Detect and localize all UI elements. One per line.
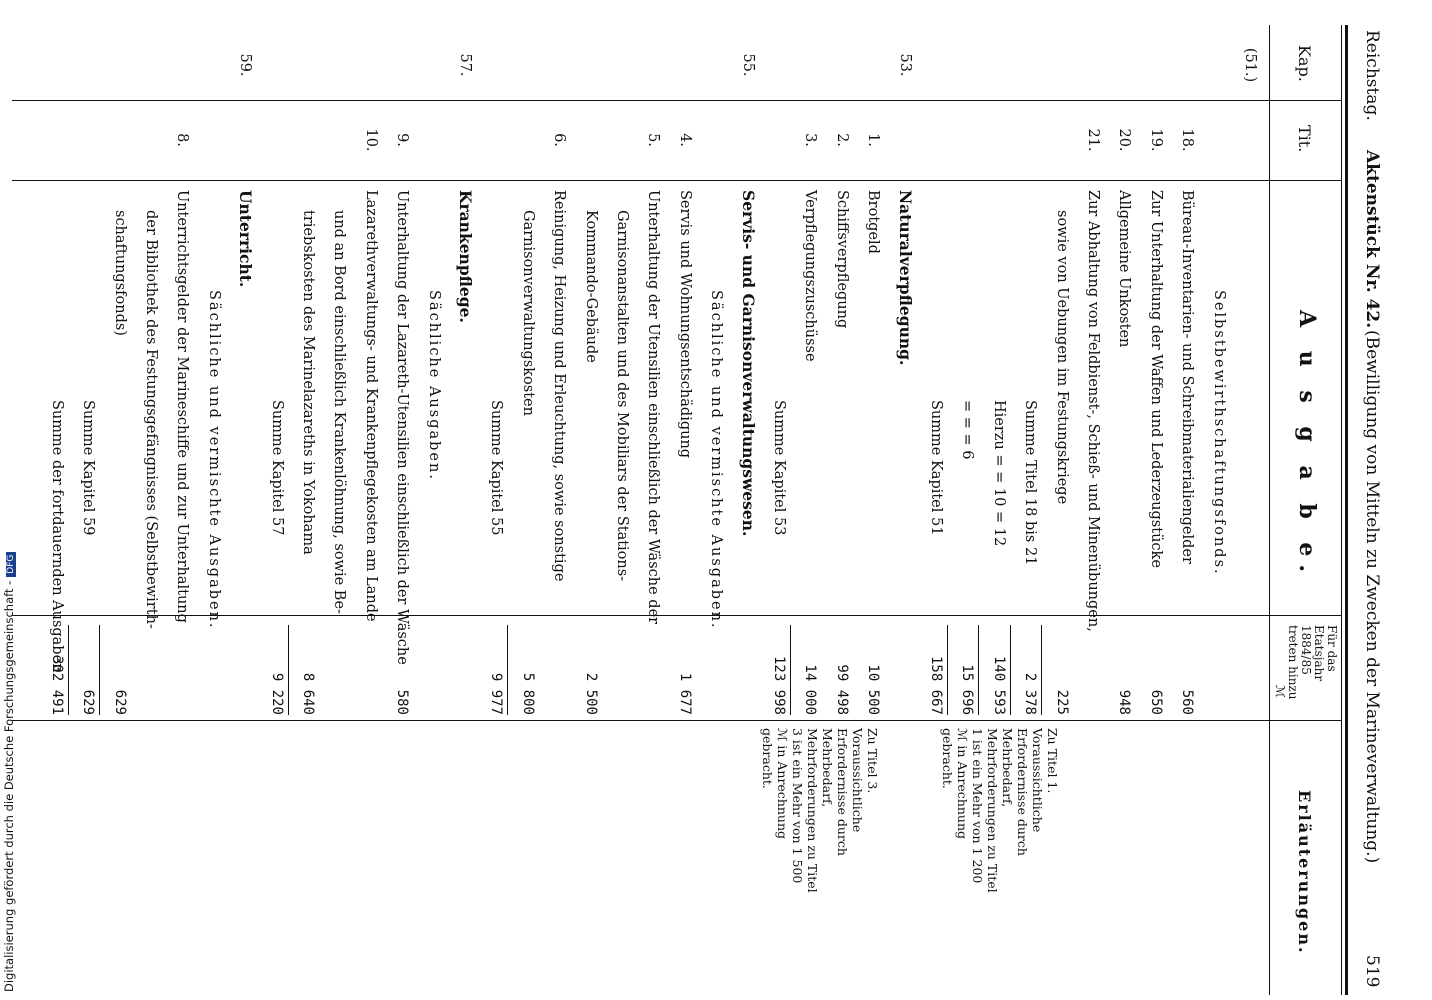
row-text: Sächliche Ausgaben. (425, 290, 442, 481)
table-row (47, 0, 67, 1000)
row-tit: 4. (676, 133, 693, 147)
row-text: Summe Kapitel 55 (488, 400, 505, 536)
row-tit: 19. (1147, 128, 1164, 152)
table-row (518, 0, 538, 1000)
row-text: Summe Kapitel 57 (268, 400, 285, 536)
row-amount: 2 500 (582, 672, 599, 715)
row-text: Selbstbewirthschaftungsfonds. (1210, 290, 1227, 576)
table-row (361, 0, 381, 1000)
row-text: der Bibliothek des Festungsgefängnisses (Selbstbewirth- (143, 210, 159, 629)
row-kap: 59. (237, 53, 254, 77)
row-text: Naturalverpflegung. (895, 190, 915, 366)
row-amount: 948 (1116, 689, 1133, 715)
row-amount: 15 696 (959, 664, 976, 715)
table-row (738, 0, 758, 1000)
row-amount: 629 (80, 689, 97, 715)
row-text: Krankenpflege. (456, 190, 475, 323)
amount-head-line-2: Etatsjahr (1312, 625, 1326, 682)
row-text: Unterrichtsgelder der Marineschiffe und zur Unterhaltung (174, 190, 191, 623)
row-text: = = = 6 (959, 400, 976, 460)
table-row (1177, 0, 1197, 1000)
row-text: Schiffsverpflegung (833, 190, 850, 329)
row-tit: 3. (802, 133, 819, 147)
table-row (110, 0, 130, 1000)
row-kap: (51.) (1242, 47, 1258, 83)
row-text: und an Bord einschließlich Krankenlöhnung, sowie Be- (331, 210, 348, 614)
sum-rule (1010, 625, 1011, 715)
row-amount: 560 (1179, 689, 1196, 715)
row-text: Summe Kapitel 53 (771, 400, 787, 536)
table-row (612, 0, 632, 1000)
row-text: Allgemeine Unkosten (1116, 190, 1133, 348)
sum-rule (507, 625, 508, 715)
table-row (424, 0, 444, 1000)
row-tit: 2. (833, 133, 850, 147)
row-kap: 55. (739, 53, 756, 77)
row-tit: 10. (362, 128, 379, 152)
row-tit: 21. (1085, 128, 1101, 152)
row-tit: 5. (645, 133, 662, 147)
row-amount: 123 998 (771, 655, 787, 715)
row-amount: 99 498 (833, 664, 850, 715)
table-row (643, 0, 663, 1000)
row-tit: 6. (551, 133, 568, 147)
row-text: Verpflegungszuschüsse (802, 190, 819, 362)
amount-head-line-4: treten hinzu (1286, 625, 1300, 700)
row-text: Unterhaltung der Lazareth-Utensilien einschließlich der Wäsche (394, 190, 411, 665)
row-text: Reinigung, Heizung und Erleuchtung, sowie sonstige (551, 190, 568, 582)
column-notes: Erläuterungen. (1295, 790, 1314, 955)
table-row (1240, 0, 1260, 1000)
row-amount: 5 800 (519, 672, 536, 715)
header-rule-thin (1341, 25, 1342, 995)
table-row (172, 0, 192, 1000)
row-kap: 53. (896, 53, 913, 77)
table-row (895, 0, 915, 1000)
row-text: Garnisonanstalten und des Mobiliars der Stations- (614, 210, 630, 582)
row-amount: 10 500 (865, 664, 882, 715)
table-row (706, 0, 726, 1000)
row-text: Unterricht. (236, 190, 256, 288)
table-row (204, 0, 224, 1000)
table-row (329, 0, 349, 1000)
table-row (549, 0, 569, 1000)
column-tit: Tit. (1295, 125, 1314, 153)
row-text: schaftungsfonds) (111, 210, 128, 336)
header-rule (1345, 25, 1348, 995)
row-text: Hierzu = = 10 = 12 (990, 400, 1007, 547)
table-row (141, 0, 161, 1000)
table-row (267, 0, 287, 1000)
row-amount: 629 (111, 689, 128, 715)
row-text: Summe Titel 18 bis 21 (1022, 400, 1039, 566)
row-tit: 20. (1116, 128, 1133, 152)
table-row (1146, 0, 1166, 1000)
row-text: Summe Kapitel 51 (928, 400, 944, 536)
column-ausgabe: A u s g a b e. (1294, 310, 1320, 581)
row-amount: 225 (1053, 689, 1070, 715)
table-row (298, 0, 318, 1000)
row-amount: 2 378 (1022, 672, 1039, 715)
row-amount: 8 640 (300, 672, 316, 715)
dfg-badge: DFG (6, 552, 16, 577)
sum-rule (68, 625, 69, 715)
sum-rule (978, 625, 979, 715)
table-row (455, 0, 475, 1000)
row-text: Sächliche und vermischte Ausgaben. (708, 290, 725, 630)
row-amount: 302 491 (48, 655, 65, 715)
row-text: Lazarethverwaltungs- und Krankenpflegekosten am Lande (362, 190, 379, 622)
amount-head-line-3: 1884/85 (1299, 625, 1313, 675)
credit-text: Digitalisierung gefördert durch die Deutsche Forschungsgemeinschaft - (2, 580, 16, 992)
table-row (1114, 0, 1134, 1000)
note-titel-3: Zu Titel 3. Voraussichtliche Erfordernisse durch Mehrbedarf, Mehrforderungen zu Titel 3 ist ein Mehr von 1 500 ℳ in Anrechnung gebracht. (760, 728, 880, 893)
row-text: Garnisonverwaltungskosten (519, 210, 536, 416)
table-row (392, 0, 412, 1000)
table-row (1209, 0, 1229, 1000)
row-text: Büreau-Inventarien- und Schreibmaterialiengelder (1179, 190, 1196, 564)
row-amount: 9 220 (268, 672, 285, 715)
row-kap: 57. (457, 53, 473, 77)
row-amount: 1 677 (676, 672, 693, 715)
row-tit: 8. (174, 133, 191, 147)
row-text: Summe der fortdauernden Ausgaben (48, 400, 65, 673)
row-tit: 18. (1179, 128, 1196, 152)
row-text: Zur Unterhaltung der Waffen und Lederzeugstücke (1147, 190, 1164, 568)
row-amount: 158 667 (928, 655, 944, 715)
row-amount: 650 (1147, 689, 1164, 715)
sum-rule (288, 625, 289, 715)
sum-rule (99, 625, 100, 715)
table-row (78, 0, 98, 1000)
page-number: 519 (1362, 955, 1382, 988)
column-amount-head (1273, 625, 1338, 699)
header-left: Reichstag. (1362, 30, 1382, 121)
row-amount: 580 (394, 689, 411, 715)
column-header-rule (1269, 25, 1270, 995)
row-amount: 14 000 (802, 664, 819, 715)
row-text: triebskosten des Marinelazareths in Yokohama (300, 210, 316, 555)
row-tit: 1. (865, 133, 882, 147)
note-titel-1: Zu Titel 1. Voraussichtliche Erfordernisse durch Mehrbedarf, Mehrforderungen zu Titel 1 ist ein Mehr von 1 200 ℳ in Anrechnung gebracht. (940, 728, 1060, 893)
row-text: Kommando-Gebäude (582, 210, 599, 363)
row-text: Sächliche und vermischte Ausgaben. (205, 290, 222, 630)
dfg-credit (2, 552, 16, 992)
row-tit: 9. (394, 133, 411, 147)
header-aktenstueck: Aktenstück Nr. 42. (1362, 150, 1382, 329)
amount-unit: ℳ (1273, 685, 1287, 698)
row-text: Brotgeld (865, 190, 882, 254)
row-text: Servis- und Garnisonverwaltungswesen. (738, 190, 758, 537)
table-row (486, 0, 506, 1000)
amount-head-line-1: Für das (1325, 625, 1339, 672)
row-text: Zur Abhaltung von Feldbienst-, Schieß- und Minenübungen, (1085, 190, 1101, 632)
row-text: Unterhaltung der Utensilien einschließlich der Wäsche der (645, 190, 662, 625)
sum-rule (947, 625, 948, 715)
row-text: Servis und Wohnungsentschädigung (676, 190, 693, 459)
row-amount: 9 977 (488, 672, 505, 715)
row-text: Summe Kapitel 59 (80, 400, 97, 536)
column-kap: Kap. (1295, 45, 1314, 82)
table-row (675, 0, 695, 1000)
sum-rule (790, 625, 791, 715)
header-title: (Bewilligung von Mitteln zu Zwecken der Marineverwaltung.) (1362, 330, 1382, 864)
table-row (1083, 0, 1103, 1000)
sum-rule (1041, 625, 1042, 715)
table-row (581, 0, 601, 1000)
row-amount: 140 593 (990, 655, 1007, 715)
table-row (235, 0, 255, 1000)
row-text: sowie von Uebungen im Festungskriege (1053, 210, 1070, 505)
